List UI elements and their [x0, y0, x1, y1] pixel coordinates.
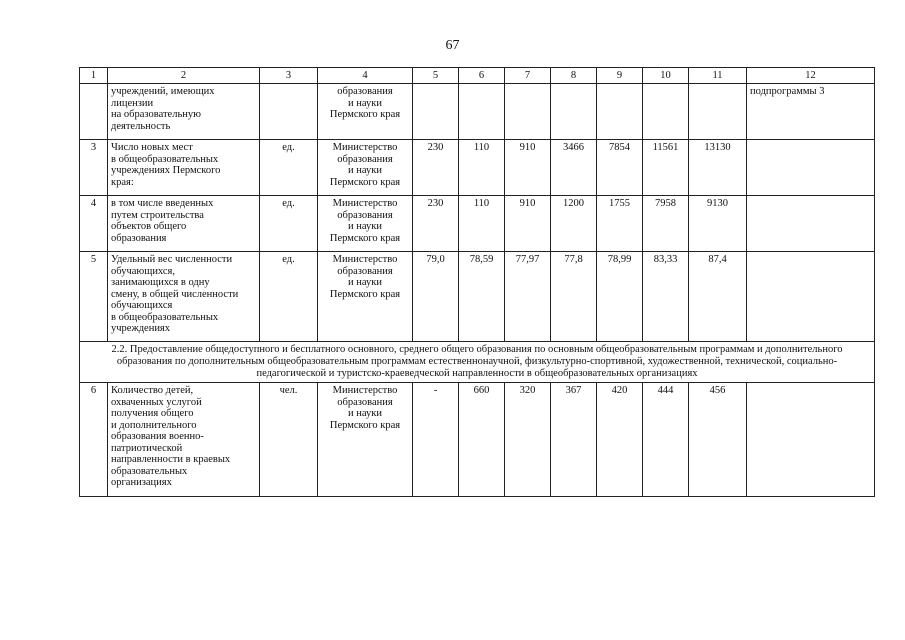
note-cell — [747, 383, 875, 497]
value-cell: 11561 — [643, 140, 689, 196]
note-cell — [747, 196, 875, 252]
value-cell: 110 — [459, 196, 505, 252]
responsible: образования и науки Пермского края — [318, 84, 413, 140]
value-cell: 367 — [551, 383, 597, 497]
unit: ед. — [260, 252, 318, 342]
value-cell: 7854 — [597, 140, 643, 196]
header-row — [80, 68, 875, 84]
value-cell: 456 — [689, 383, 747, 497]
value-cell: 110 — [459, 140, 505, 196]
section-heading: 2.2. Предоставление общедоступного и бесплатного основного, среднего общего образования по основным общеобразовательным программам и дополнительного образования по дополнительным общеобразовательным программам естественнонаучной, физкультурно-спортивной, художественной, технической, социально-педагогической и туристско-краеведческой направленности в общеобразовательных организациях — [80, 342, 875, 383]
value-cell — [643, 84, 689, 140]
value-cell — [413, 84, 459, 140]
table-row — [80, 383, 875, 497]
indicator-name: учреждений, имеющих лицензии на образовательную деятельность — [108, 84, 260, 140]
value-cell: 230 — [413, 140, 459, 196]
header-cell: 11 — [689, 68, 747, 84]
value-cell: 78,99 — [597, 252, 643, 342]
responsible: Министерство образования и науки Пермского края — [318, 140, 413, 196]
value-cell — [551, 84, 597, 140]
row-number — [80, 84, 108, 140]
header-cell: 7 — [505, 68, 551, 84]
page-number: 67 — [445, 38, 460, 53]
value-cell — [505, 84, 551, 140]
row-number: 3 — [80, 140, 108, 196]
header-cell: 5 — [413, 68, 459, 84]
value-cell: 83,33 — [643, 252, 689, 342]
value-cell: 320 — [505, 383, 551, 497]
table-row — [80, 252, 875, 342]
value-cell: 13130 — [689, 140, 747, 196]
header-cell: 12 — [747, 68, 875, 84]
header-cell: 6 — [459, 68, 505, 84]
value-cell: 1200 — [551, 196, 597, 252]
responsible: Министерство образования и науки Пермского края — [318, 252, 413, 342]
row-number: 5 — [80, 252, 108, 342]
indicator-name: Количество детей, охваченных услугой получения общего и дополнительного образования военно- патриотической направленности в краевых образовательных организациях — [108, 383, 260, 497]
unit: ед. — [260, 140, 318, 196]
table-row — [80, 196, 875, 252]
responsible: Министерство образования и науки Пермского края — [318, 196, 413, 252]
header-cell: 9 — [597, 68, 643, 84]
unit: чел. — [260, 383, 318, 497]
unit — [260, 84, 318, 140]
indicators-table — [79, 67, 875, 497]
value-cell: 420 — [597, 383, 643, 497]
value-cell: 78,59 — [459, 252, 505, 342]
header-cell: 10 — [643, 68, 689, 84]
value-cell: - — [413, 383, 459, 497]
value-cell: 444 — [643, 383, 689, 497]
note-cell — [747, 140, 875, 196]
indicator-name: в том числе введенных путем строительства объектов общего образования — [108, 196, 260, 252]
unit: ед. — [260, 196, 318, 252]
header-cell: 3 — [260, 68, 318, 84]
value-cell: 77,97 — [505, 252, 551, 342]
value-cell: 910 — [505, 140, 551, 196]
value-cell — [459, 84, 505, 140]
responsible: Министерство образования и науки Пермского края — [318, 383, 413, 497]
header-cell: 4 — [318, 68, 413, 84]
header-cell: 1 — [80, 68, 108, 84]
header-cell: 2 — [108, 68, 260, 84]
value-cell: 7958 — [643, 196, 689, 252]
table-row — [80, 140, 875, 196]
value-cell: 87,4 — [689, 252, 747, 342]
indicator-name: Число новых мест в общеобразовательных учреждениях Пермского края: — [108, 140, 260, 196]
row-number: 4 — [80, 196, 108, 252]
value-cell: 1755 — [597, 196, 643, 252]
value-cell: 660 — [459, 383, 505, 497]
value-cell: 230 — [413, 196, 459, 252]
note-cell: подпрограммы 3 — [747, 84, 875, 140]
value-cell: 9130 — [689, 196, 747, 252]
value-cell: 77,8 — [551, 252, 597, 342]
value-cell: 3466 — [551, 140, 597, 196]
table-row — [80, 84, 875, 140]
row-number: 6 — [80, 383, 108, 497]
value-cell: 79,0 — [413, 252, 459, 342]
indicator-name: Удельный вес численности обучающихся, занимающихся в одну смену, в общей численности обучающихся в общеобразовательных учреждениях — [108, 252, 260, 342]
value-cell — [597, 84, 643, 140]
header-cell: 8 — [551, 68, 597, 84]
value-cell — [689, 84, 747, 140]
section-row — [80, 342, 875, 383]
note-cell — [747, 252, 875, 342]
value-cell: 910 — [505, 196, 551, 252]
